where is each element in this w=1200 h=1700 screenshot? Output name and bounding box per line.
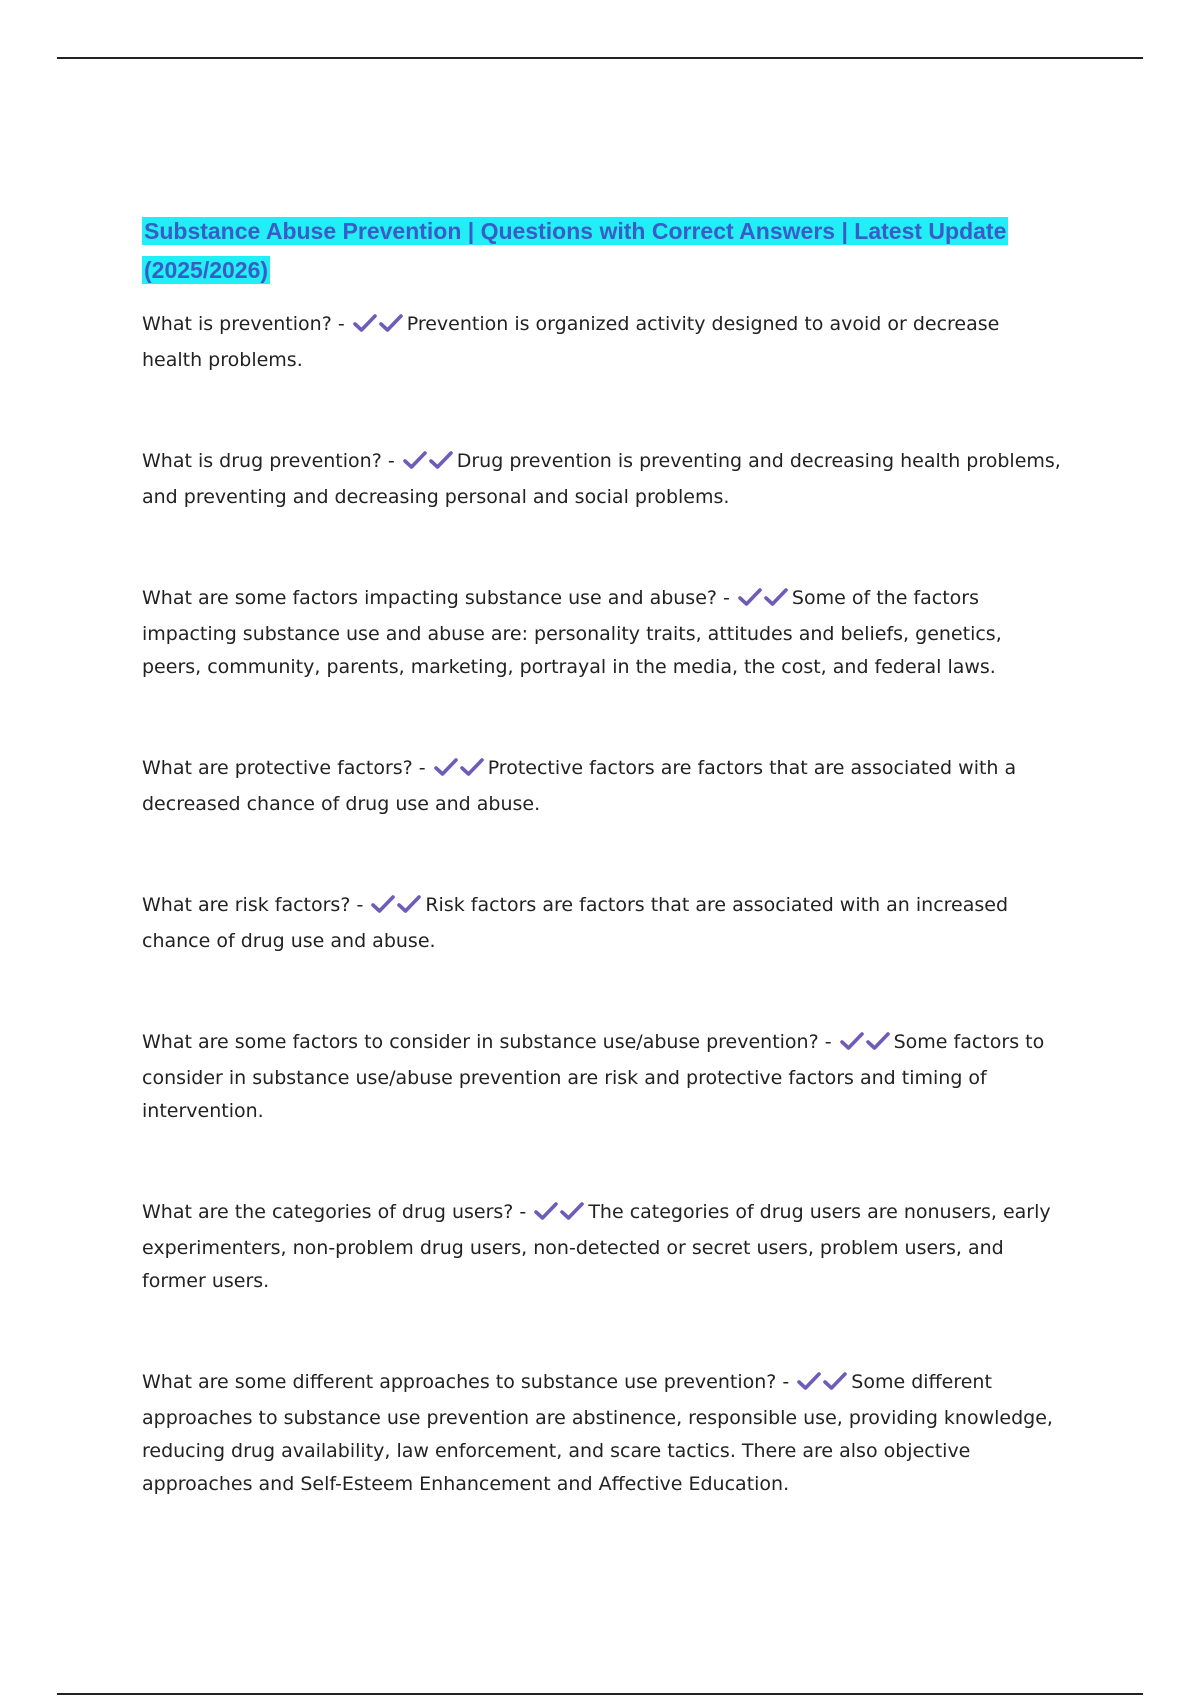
question-text: What is drug prevention? [142,450,382,472]
qa-item [142,582,1062,684]
check-icon [429,450,455,470]
document-body [142,212,1062,1501]
question-text: What are risk factors? [142,894,351,916]
check-icon [560,1201,586,1221]
check-icon [534,1201,560,1221]
check-icon [823,1371,849,1391]
qa-item [142,1196,1062,1298]
qa-item [142,889,1062,958]
check-icon [379,313,405,333]
bottom-rule [57,1693,1143,1695]
question-text: What are the categories of drug users? [142,1201,514,1223]
qa-item [142,308,1062,377]
check-icon [840,1031,866,1051]
double-check-icon [840,1029,892,1062]
document-title [142,212,1062,290]
check-icon [764,587,790,607]
top-rule [57,57,1143,59]
check-icon [397,894,423,914]
qa-item [142,1366,1062,1501]
separator: - [513,1201,533,1223]
separator: - [350,894,370,916]
check-icon [353,313,379,333]
double-check-icon [434,755,486,788]
double-check-icon [534,1199,586,1232]
qa-list [142,308,1062,1501]
question-text: What is prevention? [142,313,332,335]
answer-text: Some different approaches to substance use prevention are abstinence, responsible use, providing knowledge, reducing drug availability, law enforcement, and scare tactics. There are also objective approaches and Self-Esteem Enhancement and Affective Education. [142,1371,1053,1495]
question-text: What are protective factors? [142,757,413,779]
qa-item [142,445,1062,514]
double-check-icon [797,1369,849,1402]
answer-text: Protective factors are factors that are associated with a decreased chance of drug use and abuse. [142,757,1017,815]
double-check-icon [353,311,405,344]
check-icon [866,1031,892,1051]
double-check-icon [403,448,455,481]
document-title-text: Substance Abuse Prevention | Questions with Correct Answers | Latest Update (2025/2026) [144,218,1007,283]
separator: - [331,313,351,335]
check-icon [434,757,460,777]
separator: - [412,757,432,779]
answer-text: The categories of drug users are nonusers, early experimenters, non-problem drug users, non-detected or secret users, problem users, and former users. [142,1201,1051,1292]
check-icon [371,894,397,914]
separator: - [381,450,401,472]
double-check-icon [371,892,423,925]
question-text: What are some factors to consider in substance use/abuse prevention? [142,1031,819,1053]
question-text: What are some different approaches to substance use prevention? [142,1371,777,1393]
answer-text: Some of the factors impacting substance use and abuse are: personality traits, attitudes and beliefs, genetics, peers, community, parents, marketing, portrayal in the media, the cost, and federal laws. [142,587,1002,678]
separator: - [818,1031,838,1053]
qa-item [142,1026,1062,1128]
double-check-icon [738,585,790,618]
answer-text: Prevention is organized activity designed to avoid or decrease health problems. [142,313,1000,371]
check-icon [738,587,764,607]
check-icon [460,757,486,777]
separator: - [776,1371,796,1393]
answer-text: Some factors to consider in substance use/abuse prevention are risk and protective factors and timing of intervention. [142,1031,1045,1122]
answer-text: Risk factors are factors that are associated with an increased chance of drug use and abuse. [142,894,1009,952]
check-icon [797,1371,823,1391]
question-text: What are some factors impacting substance use and abuse? [142,587,717,609]
separator: - [716,587,736,609]
qa-item [142,752,1062,821]
check-icon [403,450,429,470]
answer-text: Drug prevention is preventing and decreasing health problems, and preventing and decreasing personal and social problems. [142,450,1061,508]
